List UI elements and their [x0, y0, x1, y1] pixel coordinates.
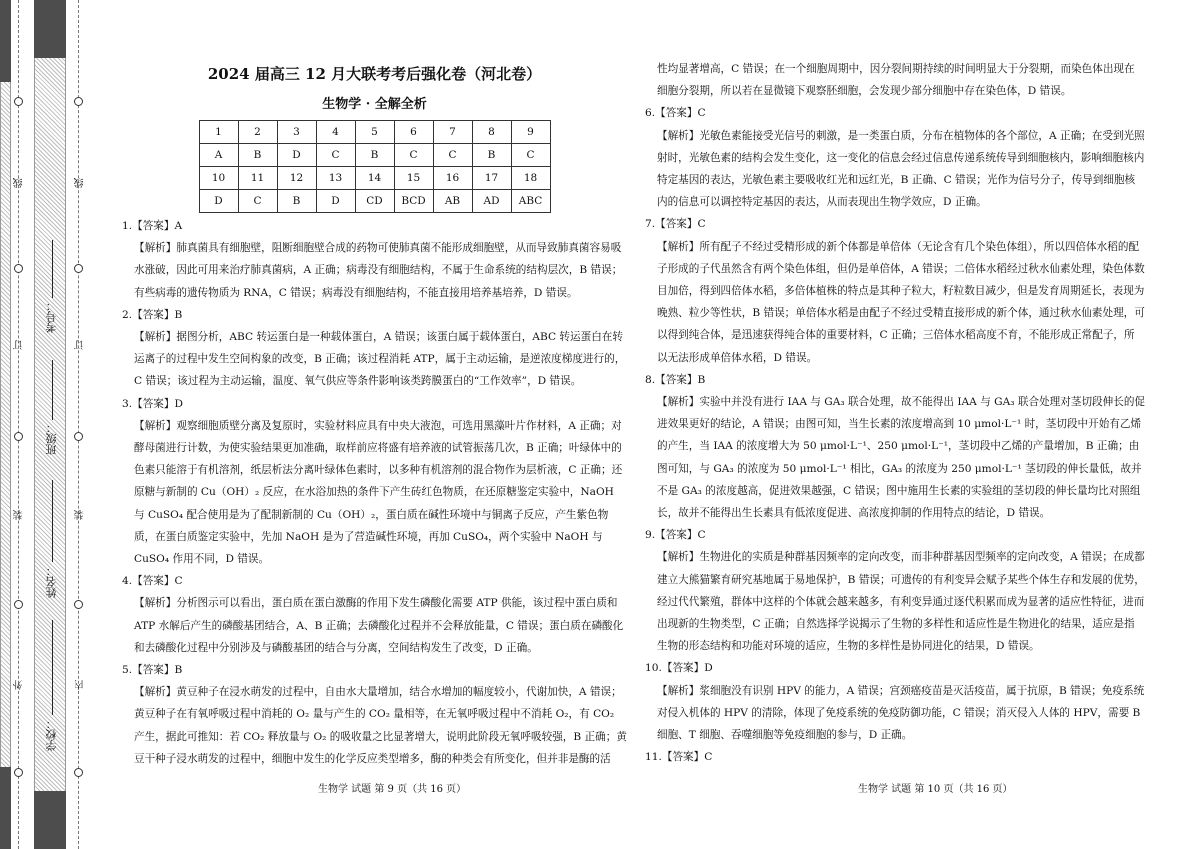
hole-circle [74, 768, 83, 777]
answer-table-cell: 14 [355, 167, 394, 190]
answer-table-cell: B [355, 144, 394, 167]
question-item [645, 746, 1145, 768]
hole-circle [14, 432, 23, 441]
answer-heading: 8.【答案】B [645, 373, 706, 386]
answer-table-cell: C [238, 190, 277, 213]
answer-table [199, 120, 551, 213]
class-blank [52, 360, 53, 420]
right-column [645, 0, 1145, 769]
answer-table-cell: 10 [199, 167, 238, 190]
page-subtitle: 生物学 · 全解全析 [322, 97, 427, 112]
analysis-text: 【解析】据图分析，ABC 转运蛋白是一种载体蛋白，A 错误；该蛋白属于载体蛋白，ABC 转运蛋白在转运离子的过程中发生空间构象的改变，B 正确；该过程消耗 ATP，属于主动运输，是逆浓度梯度进行的，C 错误；该过程为主动运输，温度、氧气供应等条件影响该类跨膜蛋白的“工作效率”，D 错误。 [134, 331, 626, 388]
question-item [122, 659, 627, 770]
binding-margin [0, 0, 112, 849]
exam-no-label: 考号： [45, 300, 58, 333]
label-line-inner: 线 [75, 178, 86, 188]
answer-table-cell: 15 [394, 167, 433, 190]
answer-table-cell: 2 [238, 121, 277, 144]
label-inner: 内 [75, 680, 86, 690]
answer-table-cell: C [511, 144, 550, 167]
hole-circle [14, 768, 23, 777]
answer-table-cell: 4 [316, 121, 355, 144]
answer-table-cell: AB [433, 190, 472, 213]
answer-table-cell: 6 [394, 121, 433, 144]
outer-strip [0, 0, 11, 849]
question-item [122, 570, 627, 659]
answer-heading: 11.【答案】C [645, 751, 713, 764]
answer-heading: 1.【答案】A [122, 220, 183, 232]
inner-cut-line [78, 0, 79, 849]
page-footer-left: 生物学 试题 第 9 页（共 16 页） [318, 784, 467, 795]
question-item [645, 657, 1145, 746]
label-bind-inner: 装 [75, 510, 86, 520]
question-item [645, 213, 1145, 368]
answer-heading: 10.【答案】D [645, 662, 713, 675]
analysis-text: 【解析】黄豆种子在浸水萌发的过程中，自由水大量增加，结合水增加的幅度较小，代谢加快，A 错误；黄豆种子在有氧呼吸过程中消耗的 O₂ 量与产生的 CO₂ 量相等，在无氧呼吸过程中不消耗 O₂，有 CO₂ 产生，据此可推知：若 CO₂ 释放量与 O₂ 的吸收量之比显著增大，说明此阶段无氧呼吸较强，B 正确；黄豆干种子浸水萌发的过程中，细胞中发生的化学反应类型增多，酶的种类会有所变化，但并非是酶的活 [134, 686, 627, 765]
left-questions [122, 215, 627, 770]
answer-table-row [199, 144, 550, 167]
answer-table-cell: A [199, 144, 238, 167]
hole-circle [74, 432, 83, 441]
answer-table-cell: 3 [277, 121, 316, 144]
answer-table-cell: B [238, 144, 277, 167]
question-item [122, 215, 627, 304]
hole-circle [74, 264, 83, 273]
label-line-outer: 线 [14, 178, 25, 188]
answer-table-cell: ABC [511, 190, 550, 213]
answer-heading: 5.【答案】B [122, 664, 183, 677]
analysis-text: 【解析】肺真菌具有细胞壁，阻断细胞壁合成的药物可使肺真菌不能形成细胞壁，从而导致肺真菌容易吸水涨破，因此可用来治疗肺真菌病，A 正确；病毒没有细胞结构，不属于生命系统的结构层次，B 错误；有些病毒的遗传物质为 RNA，C 错误；病毒没有细胞结构，不能直接用培养基培养，D 错误。 [134, 242, 623, 299]
page-footer-right: 生物学 试题 第 10 页（共 16 页） [858, 784, 1013, 795]
hole-circle [74, 600, 83, 609]
name-label: 姓名： [45, 565, 58, 598]
answer-table-cell: 12 [277, 167, 316, 190]
answer-table-row [199, 190, 550, 213]
analysis-text: 性均显著增高，C 错误；在一个细胞周期中，因分裂间期持续的时间明显大于分裂期，而染色体出现在细胞分裂期，所以若在显微镜下观察胚细胞，会发现少部分细胞中存在染色体，D 错误。 [657, 63, 1135, 98]
answer-table-cell: 1 [199, 121, 238, 144]
question-item [645, 58, 1145, 102]
answer-table-cell: 5 [355, 121, 394, 144]
school-label: 学校： [45, 718, 58, 751]
answer-table-cell: D [316, 190, 355, 213]
label-bind-outer: 装 [14, 510, 25, 520]
answer-table-cell: 17 [472, 167, 511, 190]
hole-circle [14, 97, 23, 106]
answer-table-cell: 7 [433, 121, 472, 144]
left-column [122, 0, 627, 770]
label-order-inner: 订 [75, 340, 86, 350]
answer-table-cell: 11 [238, 167, 277, 190]
answer-table-cell: AD [472, 190, 511, 213]
question-item [645, 102, 1145, 213]
answer-table-cell: D [199, 190, 238, 213]
answer-heading: 9.【答案】C [645, 529, 706, 542]
answer-heading: 3.【答案】D [122, 397, 183, 410]
answer-table-cell: 13 [316, 167, 355, 190]
school-blank [52, 620, 53, 715]
analysis-text: 【解析】所有配子不经过受精形成的新个体都是单倍体（无论含有几个染色体组），所以四倍体水稻的配子形成的子代虽然含有两个染色体组，但仍是单倍体，A 错误；二倍体水稻经过秋水仙素处理，染色体数目加倍，得到四倍体水稻，多倍体植株的特点是其种子粒大，籽粒数目减少，但是发育周期延长，表现为晚熟、粒少等性状，B 错误；单倍体水稻是由配子不经过受精直接形成的新个体，通过秋水仙素处理，可以得到纯合体，是迅速获得纯合体的重要材料，C 正确；三倍体水稻高度不育，不能形成正常配子，所以无法形成单倍体水稻，D 错误。 [657, 240, 1145, 364]
answer-heading: 4.【答案】C [122, 575, 183, 588]
answer-table-cell: CD [355, 190, 394, 213]
page-title: 2024 届高三 12 月大联考考后强化卷（河北卷） [207, 65, 542, 83]
right-questions [645, 58, 1145, 769]
exam-no-blank [52, 240, 53, 298]
answer-heading: 2.【答案】B [122, 308, 183, 321]
question-item [122, 304, 627, 393]
analysis-text: 【解析】生物进化的实质是种群基因频率的定向改变，而非种群基因型频率的定向改变，A 错误；在成都建立大熊猫繁育研究基地属于易地保护，B 错误；可遗传的有利变异会赋予某些个体生存和发展的优势，经过代代繁殖，群体中这样的个体就会越来越多，有利变异通过逐代积累而成为显著的适应性特征，进而出现新的生物类型，C 正确；自然选择学说揭示了生物的多样性和适应性是生物进化的结果，适应是指生物的形态结构和功能对环境的适应，生物的多样性是协同进化的结果，D 错误。 [657, 551, 1145, 653]
hole-circle [14, 264, 23, 273]
class-label: 班级： [45, 422, 58, 455]
answer-table-cell: C [316, 144, 355, 167]
answer-table-row [199, 121, 550, 144]
analysis-text: 【解析】分析图示可以看出，蛋白质在蛋白激酶的作用下发生磷酸化需要 ATP 供能，该过程中蛋白质和 ATP 水解后产生的磷酸基团结合，A、B 正确；去磷酸化过程并不会释放能量，C 错误；蛋白质在磷酸化和去磷酸化过程中分别涉及与磷酸基团的结合与分离，空间结构发生了改变，D 正确。 [134, 597, 624, 654]
hole-circle [14, 600, 23, 609]
label-outer: 外 [14, 680, 25, 690]
answer-table-cell: C [394, 144, 433, 167]
answer-table-cell: B [472, 144, 511, 167]
outer-cut-line [18, 0, 19, 849]
answer-table-cell: C [433, 144, 472, 167]
label-order-outer: 订 [14, 340, 25, 350]
analysis-text: 【解析】浆细胞没有识别 HPV 的能力，A 错误；宫颈癌疫苗是灭活疫苗，属于抗原，B 错误；免疫系统对侵入机体的 HPV 的清除，体现了免疫系统的免疫防御功能，C 错误；消灭侵入人体的 HPV，需要 B 细胞、T 细胞、吞噬细胞等免疫细胞的参与，D 正确。 [657, 684, 1145, 742]
answer-table-cell: BCD [394, 190, 433, 213]
name-blank [52, 480, 53, 562]
analysis-text: 【解析】观察细胞质壁分离及复原时，实验材料应具有中央大液泡，可选用黑藻叶片作材料，A 正确；对酵母菌进行计数，为使实验结果更加准确，取样前应将盛有培养液的试管振荡几次，B 正确；叶绿体中的色素只能溶于有机溶剂，纸层析法分离叶绿体色素时，以多种有机溶剂的混合物作为层析液，C 正确；还原糖与新制的 Cu（OH）₂ 反应，在水浴加热的条件下产生砖红色物质，在还原糖鉴定实验中，NaOH 与 CuSO₄ 配合使用是为了配制新制的 Cu（OH）₂，蛋白质在碱性环境中与铜离子反应，产生紫色物质，在蛋白质鉴定实验中，先加 NaOH 是为了营造碱性环境，再加 CuSO₄，两个实验中 NaOH 与 CuSO₄ 作用不同，D 错误。 [134, 419, 623, 566]
answer-heading: 7.【答案】C [645, 218, 706, 231]
answer-heading: 6.【答案】C [645, 107, 706, 120]
answer-table-cell: B [277, 190, 316, 213]
analysis-text: 【解析】光敏色素能接受光信号的刺激，是一类蛋白质，分布在植物体的各个部位，A 正确；在受到光照射时，光敏色素的结构会发生变化，这一变化的信息会经过信息传递系统传导到细胞核内，影响细胞核内特定基因的表达，光敏色素主要吸收红光和远红光，B 正确、C 错误；光作为信号分子，传导到细胞核内的信息可以调控特定基因的表达，从而表现出生物学效应，D 正确。 [657, 129, 1145, 209]
question-item [645, 524, 1145, 657]
answer-table-cell: D [277, 144, 316, 167]
answer-table-cell: 16 [433, 167, 472, 190]
analysis-text: 【解析】实验中并没有进行 IAA 与 GA₃ 联合处理，故不能得出 IAA 与 GA₃ 联合处理对茎切段伸长的促进效果更好的结论，A 错误；由图可知，当生长素的浓度增高到 10 μmol·L⁻¹ 时，茎切段中开始有乙烯的产生，当 IAA 的浓度增大为 50 μmol·L⁻¹、250 μmol·L⁻¹，茎切段中乙烯的产量增加，B 正确；由图可知，与 GA₃ 的浓度为 50 μmol·L⁻¹ 相比，GA₃ 的浓度为 250 μmol·L⁻¹ 茎切段的伸长量低，故并不是 GA₃ 的浓度越高，促进效果越强，C 错误；图中施用生长素的实验组的茎切段的伸长量均比对照组长，故并不能得出生长素具有低浓度促进、高浓度抑制的作用特点的结论，D 错误。 [657, 396, 1146, 520]
answer-table-cell: 8 [472, 121, 511, 144]
question-item [645, 369, 1145, 524]
answer-table-cell: 9 [511, 121, 550, 144]
hole-circle [74, 97, 83, 106]
question-item [122, 393, 627, 571]
answer-table-row [199, 167, 550, 190]
answer-table-cell: 18 [511, 167, 550, 190]
